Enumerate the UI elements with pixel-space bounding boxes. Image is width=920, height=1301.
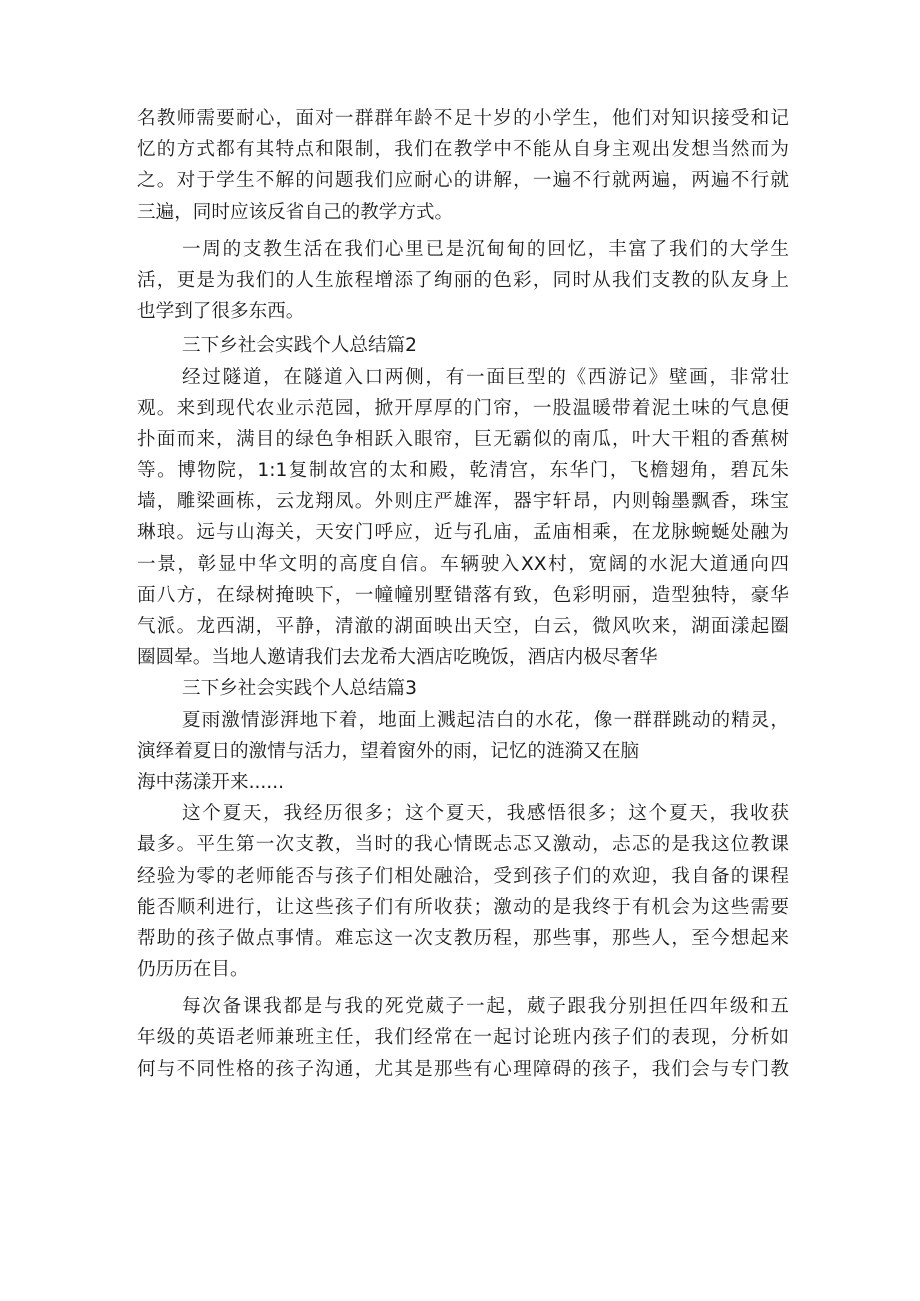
paragraph-line: 琳琅。远与山海关，天安门呼应，近与孔庙，孟庙相乘，在龙脉蜿蜒处融为 <box>137 522 789 544</box>
paragraph-line: 之。对于学生不解的问题我们应耐心的讲解，一遍不行就两遍，两遍不行就 <box>137 170 789 192</box>
paragraph-line: 墙，雕梁画栋，云龙翔凤。外则庄严雄浑，器宇轩昂，内则翰墨飘香，珠宝 <box>137 491 789 513</box>
paragraph-line: 扑面而来，满目的绿色争相跃入眼帘，巨无霸似的南瓜，叶大干粗的香蕉树 <box>137 428 789 450</box>
paragraph-line: 活，更是为我们的人生旅程增添了绚丽的色彩，同时从我们支教的队友身上 <box>137 269 789 291</box>
paragraph-line: 这个夏天，我经历很多；这个夏天，我感悟很多；这个夏天，我收获 <box>182 803 789 825</box>
paragraph-line: 每次备课我都是与我的死党葳子一起，葳子跟我分别担任四年级和五 <box>182 996 789 1018</box>
body-text <box>137 103 789 1085</box>
paragraph-line: 面八方，在绿树掩映下，一幢幢别墅错落有致，色彩明丽，造型独特，豪华 <box>137 584 789 606</box>
paragraph-line: 年级的英语老师兼班主任，我们经常在一起讨论班内孩子们的表现，分析如 <box>137 1027 789 1049</box>
paragraph-line: 也学到了很多东西。 <box>137 301 305 323</box>
paragraph-line: 经过隧道，在隧道入口两侧，有一面巨型的《西游记》壁画，非常壮 <box>182 366 789 388</box>
paragraph-line: 等。博物院，1:1复制故宫的太和殿，乾清宫，东华门，飞檐翅角，碧瓦朱 <box>137 460 789 482</box>
paragraph-line: 帮助的孩子做点事情。难忘这一次支教历程，那些事，那些人，至今想起来 <box>137 927 789 949</box>
paragraph-line: 名教师需要耐心，面对一群群年龄不足十岁的小学生，他们对知识接受和记 <box>137 108 789 129</box>
paragraph-line: 一景，彰显中华文明的高度自信。车辆驶入XX村，宽阔的水泥大道通向四 <box>137 553 789 575</box>
paragraph-line: 观。来到现代农业示范园，掀开厚厚的门帘，一股温暖带着泥土味的气息便 <box>137 397 789 419</box>
paragraph-line: 经验为零的老师能否与孩子们相处融洽，受到孩子们的欢迎，我自备的课程 <box>137 865 789 887</box>
paragraph-line: 一周的支教生活在我们心里已是沉甸甸的回忆，丰富了我们的大学生 <box>182 238 789 260</box>
paragraph-line: 演绎着夏日的激情与活力，望着窗外的雨，记忆的涟漪又在脑 <box>137 740 640 762</box>
section-heading: 三下乡社会实践个人总结篇2 <box>182 335 417 357</box>
paragraph-line: 仍历历在目。 <box>137 959 249 981</box>
paragraph-line: 三遍，同时应该反省自己的教学方式。 <box>137 201 454 223</box>
paragraph-line: 何与不同性格的孩子沟通，尤其是那些有心理障碍的孩子，我们会与专门教 <box>137 1058 789 1080</box>
paragraph-line: 海中荡漾开来...... <box>137 771 285 793</box>
section-heading: 三下乡社会实践个人总结篇3 <box>182 678 417 700</box>
paragraph-line: 最多。平生第一次支教，当时的我心情既忐忑又激动，忐忑的是我这位教课 <box>137 834 789 856</box>
paragraph-line: 忆的方式都有其特点和限制，我们在教学中不能从自身主观出发想当然而为 <box>137 139 789 161</box>
paragraph-line: 气派。龙西湖，平静，清澈的湖面映出天空，白云，微风吹来，湖面漾起圈 <box>137 616 789 637</box>
paragraph-line: 能否顺利进行，让这些孩子们有所收获；激动的是我终于有机会为这些需要 <box>137 896 789 918</box>
paragraph-line: 夏雨激情澎湃地下着，地面上溅起洁白的水花，像一群群跳动的精灵， <box>182 709 789 731</box>
paragraph-line: 圈圆晕。当地人邀请我们去龙希大酒店吃晚饭，酒店内极尽奢华 <box>137 647 658 669</box>
